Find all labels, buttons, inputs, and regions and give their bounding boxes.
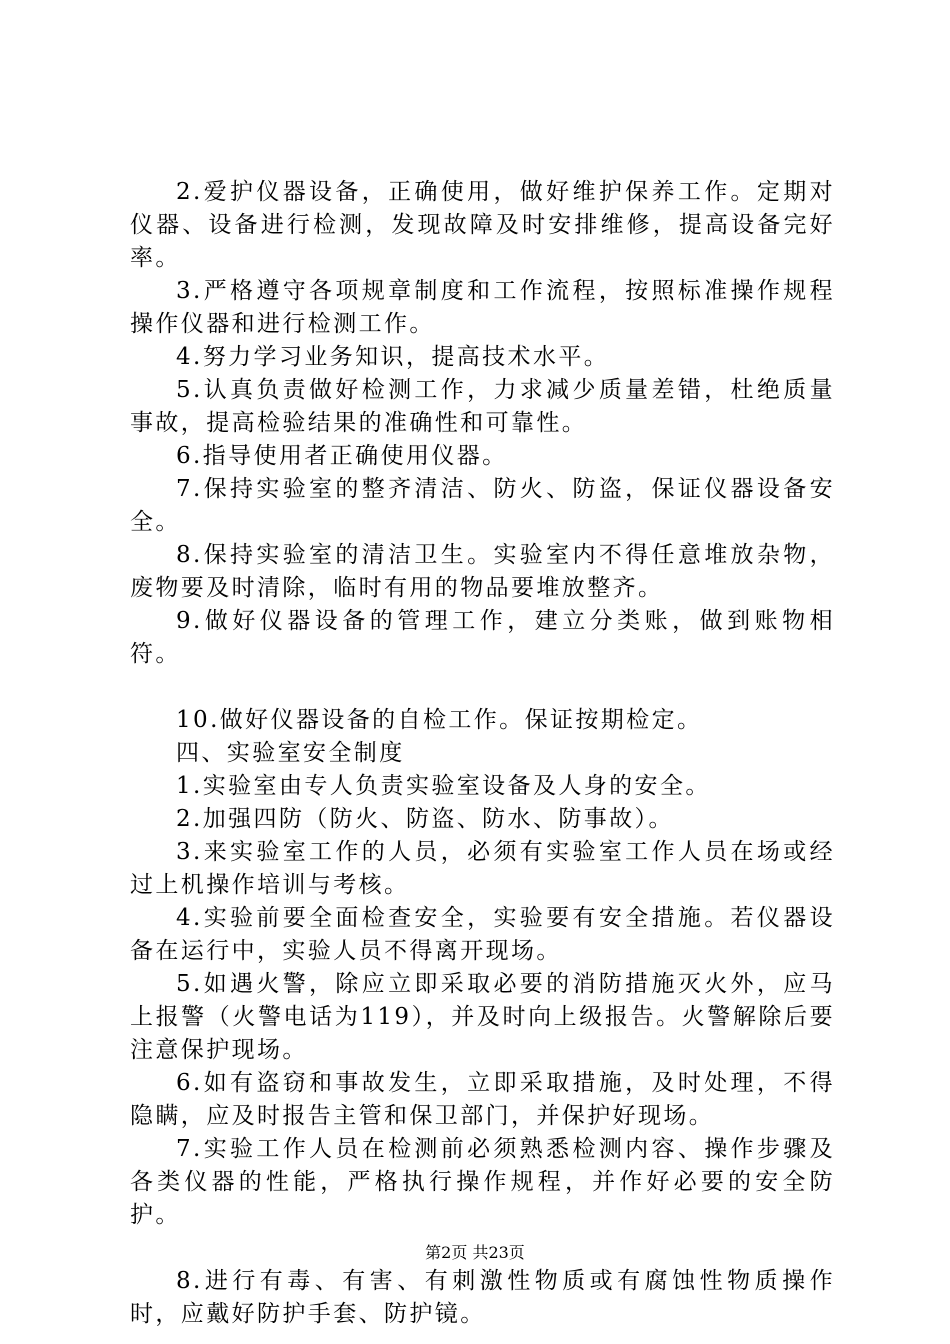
- paragraph-item-10: 10.做好仪器设备的自检工作。保证按期检定。: [176, 707, 703, 733]
- paragraph-item-5: 5.认真负责做好检测工作，力求减少质量差错，杜绝质量事故，提高检验结果的准确性和可靠性。: [130, 377, 835, 436]
- safety-item-7: 7.实验工作人员在检测前必须熟悉检测内容、操作步骤及各类仪器的性能，严格执行操作规程，并作好必要的安全防护。: [130, 1136, 835, 1228]
- paragraph-item-7: 7.保持实验室的整齐清洁、防火、防盗，保证仪器设备安全。: [130, 476, 835, 535]
- paragraph-item-2: 2.爱护仪器设备，正确使用，做好维护保养工作。定期对仪器、设备进行检测，发现故障及时安排维修，提高设备完好率。: [130, 179, 835, 271]
- paragraph-item-3: 3.严格遵守各项规章制度和工作流程，按照标准操作规程操作仪器和进行检测工作。: [130, 278, 835, 337]
- safety-item-6: 6.如有盗窃和事故发生，立即采取措施，及时处理，不得隐瞒，应及时报告主管和保卫部门，并保护好现场。: [130, 1070, 835, 1129]
- safety-item-1: 1.实验室由专人负责实验室设备及人身的安全。: [176, 773, 711, 799]
- safety-item-3: 3.来实验室工作的人员，必须有实验室工作人员在场或经过上机操作培训与考核。: [130, 839, 835, 898]
- document-body: [130, 176, 835, 1331]
- paragraph-item-4: 4.努力学习业务知识，提高技术水平。: [176, 344, 610, 370]
- section-heading-safety: 四、实验室安全制度: [176, 740, 405, 766]
- safety-item-8: 8.进行有毒、有害、有刺激性物质或有腐蚀性物质操作时，应戴好防护手套、防护镜。: [130, 1268, 835, 1327]
- safety-item-2: 2.加强四防（防火、防盗、防水、防事故）。: [176, 806, 674, 832]
- paragraph-item-8: 8.保持实验室的清洁卫生。实验室内不得任意堆放杂物，废物要及时清除，临时有用的物品要堆放整齐。: [130, 542, 835, 601]
- paragraph-item-9: 9.做好仪器设备的管理工作，建立分类账，做到账物相符。: [130, 608, 835, 667]
- safety-item-4: 4.实验前要全面检查安全，实验要有安全措施。若仪器设备在运行中，实验人员不得离开现场。: [130, 905, 835, 964]
- paragraph-item-6: 6.指导使用者正确使用仪器。: [176, 443, 508, 469]
- safety-item-5: 5.如遇火警，除应立即采取必要的消防措施灭火外，应马上报警（火警电话为119），并及时向上级报告。火警解除后要注意保护现场。: [130, 971, 835, 1063]
- page-footer: 第2页 共23页: [425, 1243, 525, 1262]
